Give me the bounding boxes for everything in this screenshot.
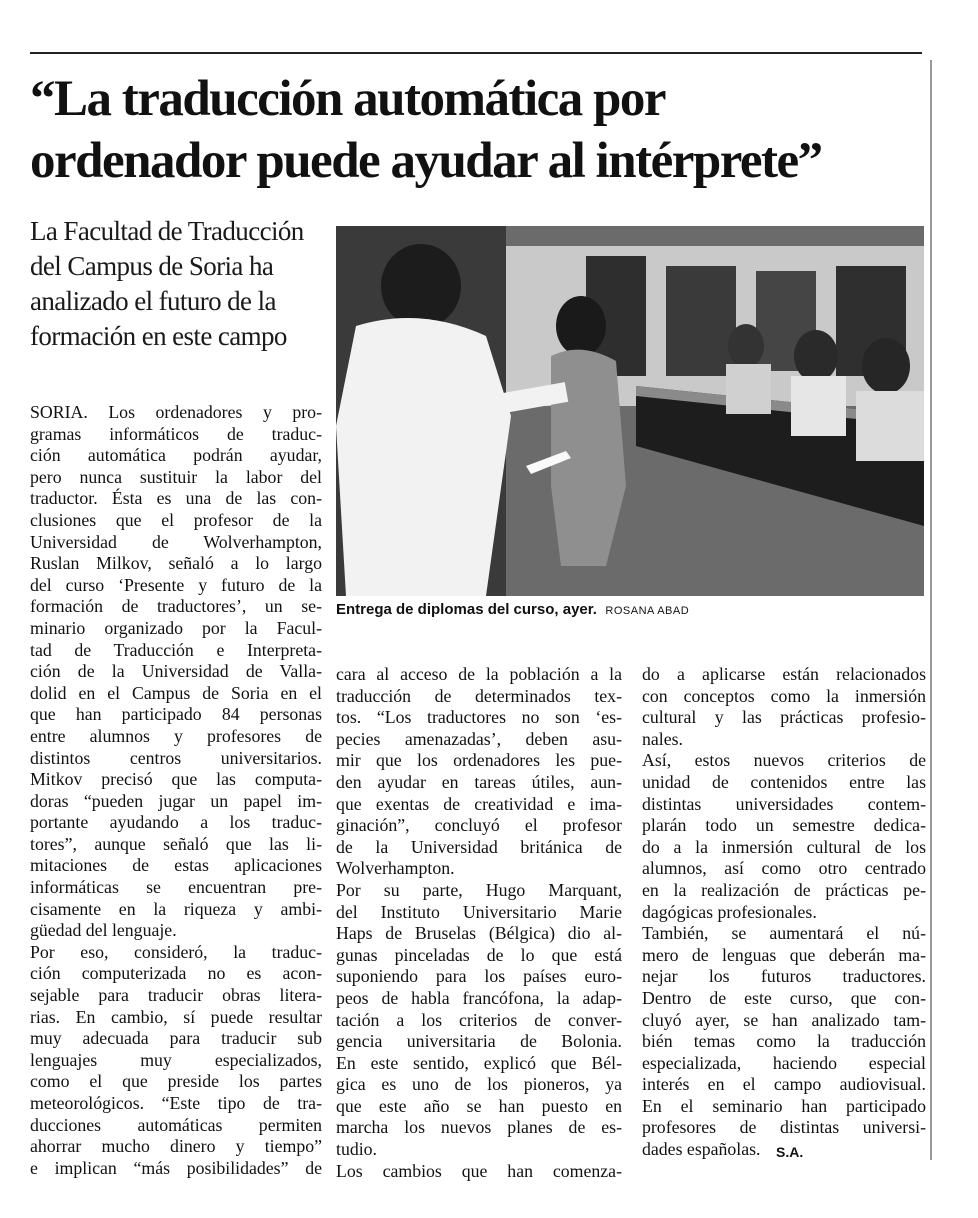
- body-line: Universidad de Wolverhampton,: [30, 531, 322, 552]
- body-line: del Instituto Universitario Marie: [336, 901, 622, 922]
- body-line: En este sentido, explicó que Bél-: [336, 1052, 622, 1073]
- body-line: güedad del lenguaje.: [30, 920, 177, 941]
- body-line: de la Universidad británica de: [336, 836, 622, 857]
- body-line: especializada, haciendo especial: [642, 1052, 926, 1073]
- body-line: tores”, aunque señaló que las li-: [30, 833, 322, 854]
- body-line: nejar los futuros traductores.: [642, 966, 926, 987]
- body-line: con conceptos como la inmersión: [642, 685, 926, 706]
- body-line: ción de la Universidad de Valla-: [30, 661, 322, 682]
- body-line: e implican “más posibilidades” de: [30, 1157, 322, 1178]
- body-line: mero de lenguas que deberán ma-: [642, 944, 926, 965]
- headline-line-1: “La traducción automática por: [30, 71, 666, 127]
- body-line: mitaciones de estas aplicaciones: [30, 855, 322, 876]
- body-line: distintos centros universitarios.: [30, 747, 322, 768]
- body-line: del curso ‘Presente y futuro de la: [30, 574, 322, 595]
- body-line: ginación”, concluyó el profesor: [336, 815, 622, 836]
- body-line: mir que los ordenadores les pue-: [336, 750, 622, 771]
- body-line: alumnos, así como otro centrado: [642, 858, 926, 879]
- body-line: tad de Traducción e Interpreta-: [30, 639, 322, 660]
- body-line: gramas informáticos de traduc-: [30, 423, 322, 444]
- body-line: pero nunca sustituir la labor del: [30, 466, 322, 487]
- body-line: Wolverhampton.: [336, 858, 455, 879]
- body-line: den ayudar en tareas útiles, aun-: [336, 771, 622, 792]
- body-line: gencia universitaria de Bolonia.: [336, 1031, 622, 1052]
- body-line: distintas universidades contem-: [642, 793, 926, 814]
- subhead-line: formación en este campo: [30, 321, 287, 351]
- headline: [30, 68, 930, 192]
- body-line: ahorrar mucho dinero y tiempo”: [30, 1136, 322, 1157]
- body-line: También, se aumentará el nú-: [642, 923, 926, 944]
- photo-caption: [336, 601, 689, 619]
- body-line: En el seminario han participado: [642, 1095, 926, 1116]
- body-line: ción automática podrán ayudar,: [30, 445, 322, 466]
- body-line: Mitkov precisó que las computa-: [30, 769, 322, 790]
- body-line: suponiendo para los países euro-: [336, 966, 622, 987]
- photo-illustration: [336, 226, 924, 596]
- body-line: formación de traductores’, un se-: [30, 596, 322, 617]
- body-line: cisamente en la riqueza y ambi-: [30, 898, 322, 919]
- body-line: meteorológicos. “Este tipo de tra-: [30, 1093, 322, 1113]
- body-line: que han participado 84 personas: [30, 704, 322, 725]
- body-line: traducción de determinados tex-: [336, 685, 622, 706]
- body-line: traductor. Ésta es una de las con-: [30, 488, 322, 509]
- caption-text: Entrega de diplomas del curso, ayer.: [336, 601, 597, 618]
- body-line: lenguajes muy especializados,: [30, 1049, 322, 1070]
- body-line: que exentas de creatividad e ima-: [336, 793, 622, 814]
- body-line: pecies amenazadas’, deben asu-: [336, 728, 622, 749]
- body-line: dagógicas profesionales.: [642, 901, 817, 922]
- body-line: como el que preside los partes: [30, 1071, 322, 1092]
- body-line: cluyó ayer, se han analizado tam-: [642, 1009, 926, 1030]
- body-line: tación a los criterios de conver-: [336, 1009, 622, 1030]
- body-line: doras “pueden jugar un papel im-: [30, 790, 322, 811]
- body-line: Los cambios que han comenza-: [336, 1160, 622, 1181]
- body-line: SORIA. Los ordenadores y pro-: [30, 402, 322, 422]
- body-line: profesores de distintas universi-: [642, 1117, 926, 1138]
- body-line: do a aplicarse están relacionados: [642, 664, 926, 684]
- author-signature: S.A.: [776, 1144, 804, 1160]
- body-line: Por eso, consideró, la traduc-: [30, 941, 322, 962]
- body-line: Por su parte, Hugo Marquant,: [336, 879, 622, 900]
- body-line: ción computerizada no es acon-: [30, 963, 322, 984]
- body-line: en la realización de prácticas pe-: [642, 879, 926, 900]
- body-line: Dentro de este curso, que con-: [642, 987, 926, 1008]
- headline-line-2: ordenador puede ayudar al intérprete”: [30, 133, 822, 189]
- body-line: dades españolas.: [642, 1139, 761, 1160]
- body-line: interés en el campo audiovisual.: [642, 1074, 926, 1095]
- body-column-2: [336, 664, 622, 1182]
- top-rule: [30, 52, 922, 54]
- body-line: Ruslan Milkov, señaló a lo largo: [30, 553, 322, 574]
- subheadline: [30, 214, 330, 354]
- body-line: marcha los nuevos planes de es-: [336, 1117, 622, 1138]
- body-line: bién temas como la traducción: [642, 1031, 926, 1052]
- body-line: portante ayudando a los traduc-: [30, 812, 322, 833]
- body-line: tudio.: [336, 1139, 377, 1160]
- body-line: rias. En cambio, sí puede resultar: [30, 1006, 322, 1027]
- body-column-1: [30, 402, 322, 1179]
- body-line: do a la inmersión cultural de los: [642, 836, 926, 857]
- body-line: unidad de contenidos entre las: [642, 771, 926, 792]
- column-rule: [930, 60, 932, 1160]
- body-column-3: [642, 664, 926, 1161]
- body-line: Haps de Bruselas (Bélgica) dio al-: [336, 923, 622, 944]
- subhead-line: analizado el futuro de la: [30, 286, 276, 316]
- body-line: muy adecuada para traducir sub: [30, 1028, 322, 1049]
- body-line: dolid en el Campus de Soria en el: [30, 682, 322, 703]
- body-line: que este año se han puesto en: [336, 1095, 622, 1116]
- body-line: ducciones automáticas permiten: [30, 1114, 322, 1135]
- body-line: cultural y las prácticas profesio-: [642, 707, 926, 728]
- subhead-line: La Facultad de Traducción: [30, 216, 304, 246]
- body-line: tos. “Los traductores no son ‘es-: [336, 707, 622, 728]
- photo-credit: ROSANA ABAD: [605, 605, 690, 617]
- body-line: nales.: [642, 728, 683, 749]
- body-line: peos de habla francófona, la adap-: [336, 987, 622, 1008]
- body-line: Así, estos nuevos criterios de: [642, 750, 926, 771]
- body-line: entre alumnos y profesores de: [30, 725, 322, 746]
- body-line: informáticas se encuentran pre-: [30, 877, 322, 898]
- body-line: gica es uno de los pioneros, ya: [336, 1074, 622, 1095]
- subhead-line: del Campus de Soria ha: [30, 251, 274, 281]
- body-line: minario organizado por la Facul-: [30, 617, 322, 638]
- body-line: cara al acceso de la población a la: [336, 664, 622, 684]
- body-line: plarán todo un semestre dedica-: [642, 815, 926, 836]
- body-line: clusiones que el profesor de la: [30, 509, 322, 530]
- body-line: gunas pinceladas de lo que está: [336, 944, 622, 965]
- body-line: sejable para traducir obras litera-: [30, 985, 322, 1006]
- photograph-diploma-ceremony: [336, 226, 924, 596]
